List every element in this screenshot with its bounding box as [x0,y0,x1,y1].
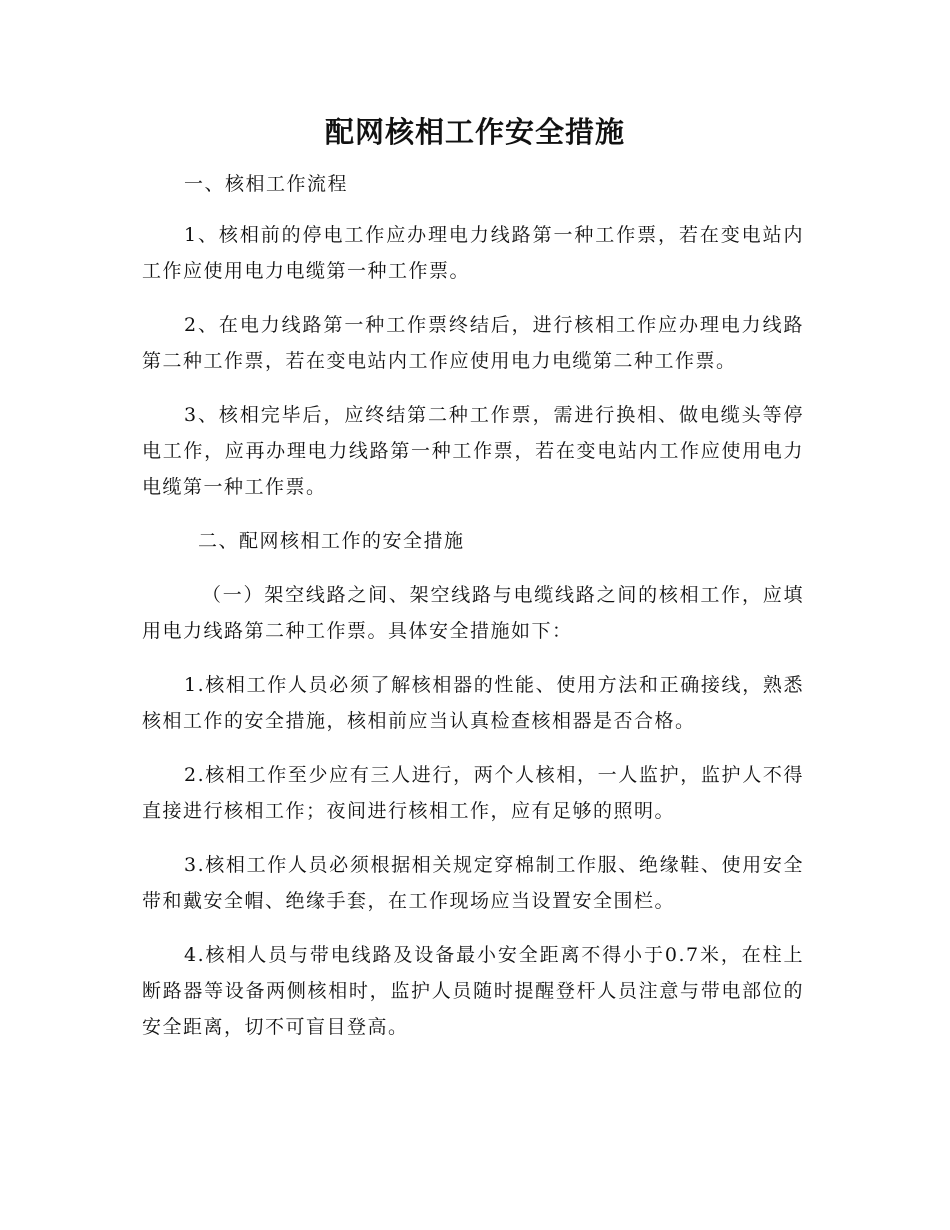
subsection-heading: （一）架空线路之间、架空线路与电缆线路之间的核相工作，应填用电力线路第二种工作票。具体安全措施如下： [142,584,804,642]
section-heading-2: 二、配网核相工作的安全措施 [198,530,465,552]
paragraph: 2、在电力线路第一种工作票终结后，进行核相工作应办理电力线路第二种工作票，若在变电站内工作应使用电力电缆第二种工作票。 [142,314,804,372]
paragraph: 1、核相前的停电工作应办理电力线路第一种工作票，若在变电站内工作应使用电力电缆第一种工作票。 [142,224,804,282]
paragraph: 2.核相工作至少应有三人进行，两个人核相，一人监护，监护人不得直接进行核相工作；夜间进行核相工作，应有足够的照明。 [142,764,804,822]
paragraph: 1.核相工作人员必须了解核相器的性能、使用方法和正确接线，熟悉核相工作的安全措施，核相前应当认真检查核相器是否合格。 [142,674,804,732]
document-title: 配网核相工作安全措施 [324,115,625,149]
paragraph: 3.核相工作人员必须根据相关规定穿棉制工作服、绝缘鞋、使用安全带和戴安全帽、绝缘手套，在工作现场应当设置安全围栏。 [142,854,804,912]
paragraph: 3、核相完毕后，应终结第二种工作票，需进行换相、做电缆头等停电工作，应再办理电力线路第一种工作票，若在变电站内工作应使用电力电缆第一种工作票。 [142,404,804,498]
section-heading-1: 一、核相工作流程 [184,173,349,195]
paragraph: 4.核相人员与带电线路及设备最小安全距离不得小于0.7米，在柱上断路器等设备两侧核相时，监护人员随时提醒登杆人员注意与带电部位的安全距离，切不可盲目登高。 [142,944,804,1038]
